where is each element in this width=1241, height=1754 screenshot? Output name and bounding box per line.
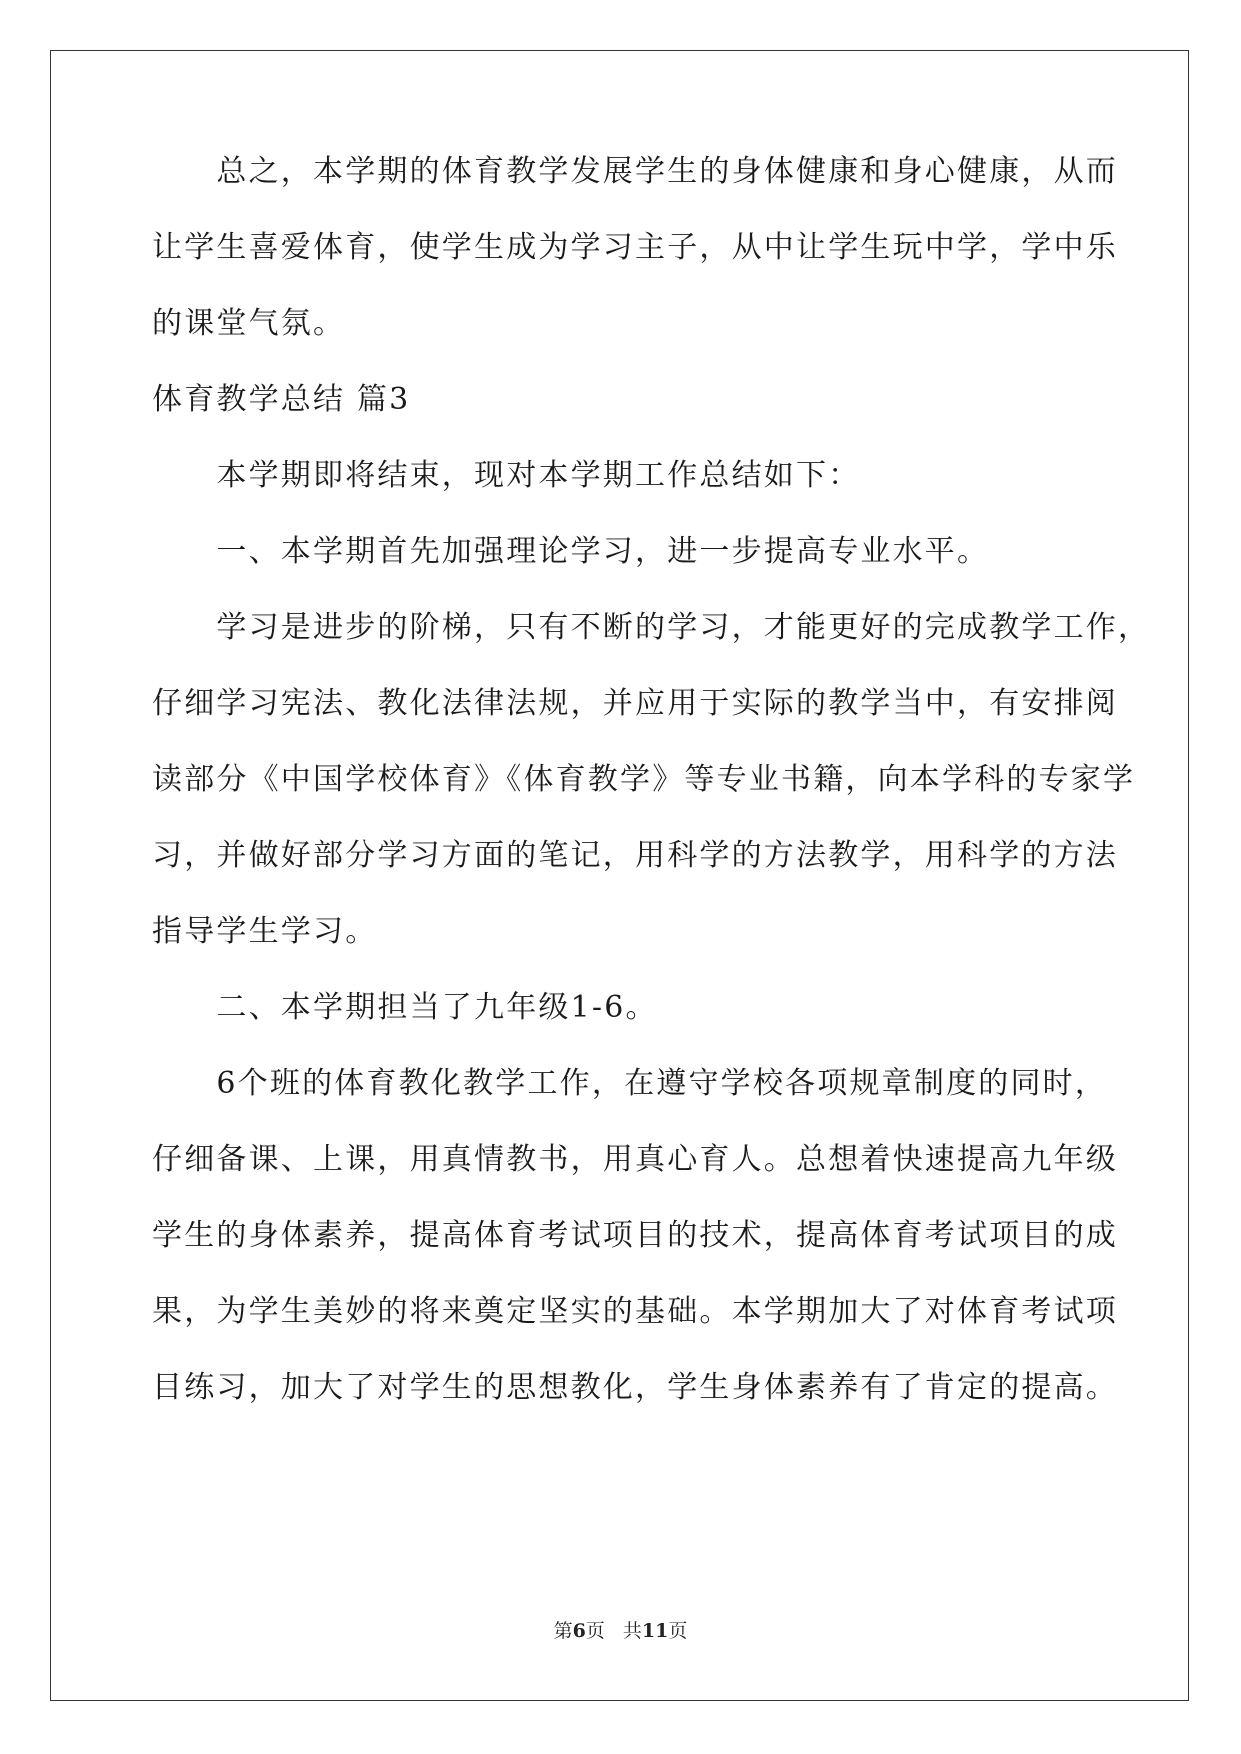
body-text-line: 学习是进步的阶梯，只有不断的学习，才能更好的完成教学工作，	[152, 610, 1151, 645]
body-text-line: 读部分《中国学校体育》《体育教学》等专业书籍，向本学科的专家学	[152, 762, 1136, 797]
page-number-unit: 页	[585, 1620, 605, 1642]
page-footer	[0, 1619, 1241, 1643]
section-heading: 体育教学总结 篇3	[152, 382, 411, 417]
body-text-line: 一、本学期首先加强理论学习，进一步提高专业水平。	[152, 534, 990, 569]
body-text-line: 果，为学生美妙的将来奠定坚实的基础。本学期加大了对体育考试项	[152, 1294, 1118, 1329]
body-text-line: 本学期即将结束，现对本学期工作总结如下：	[152, 458, 861, 493]
body-text-line: 目练习，加大了对学生的思想教化，学生身体素养有了肯定的提高。	[152, 1370, 1118, 1405]
page-total-unit: 页	[668, 1620, 688, 1642]
page-total-prefix: 共	[622, 1620, 642, 1642]
body-text-line: 指导学生学习。	[152, 914, 378, 949]
body-text-line: 学生的身体素养，提高体育考试项目的技术，提高体育考试项目的成	[152, 1218, 1118, 1253]
body-text-line: 总之，本学期的体育教学发展学生的身体健康和身心健康，从而	[152, 154, 1118, 189]
body-text-line: 6个班的体育教化教学工作，在遵守学校各项规章制度的同时，	[152, 1066, 1108, 1101]
body-text-line: 让学生喜爱体育，使学生成为学习主子，从中让学生玩中学，学中乐	[152, 230, 1118, 265]
body-text-line: 二、本学期担当了九年级1-6。	[152, 990, 658, 1025]
body-text-line: 仔细学习宪法、教化法律法规，并应用于实际的教学当中，有安排阅	[152, 686, 1118, 721]
body-text-line: 习，并做好部分学习方面的笔记，用科学的方法教学，用科学的方法	[152, 838, 1118, 873]
body-text-line: 的课堂气氛。	[152, 306, 346, 341]
page-number-prefix: 第	[553, 1620, 573, 1642]
page-number-total: 11	[641, 1620, 669, 1642]
body-text-line: 仔细备课、上课，用真情教书，用真心育人。总想着快速提高九年级	[152, 1142, 1118, 1177]
page-number-current: 6	[572, 1620, 586, 1642]
